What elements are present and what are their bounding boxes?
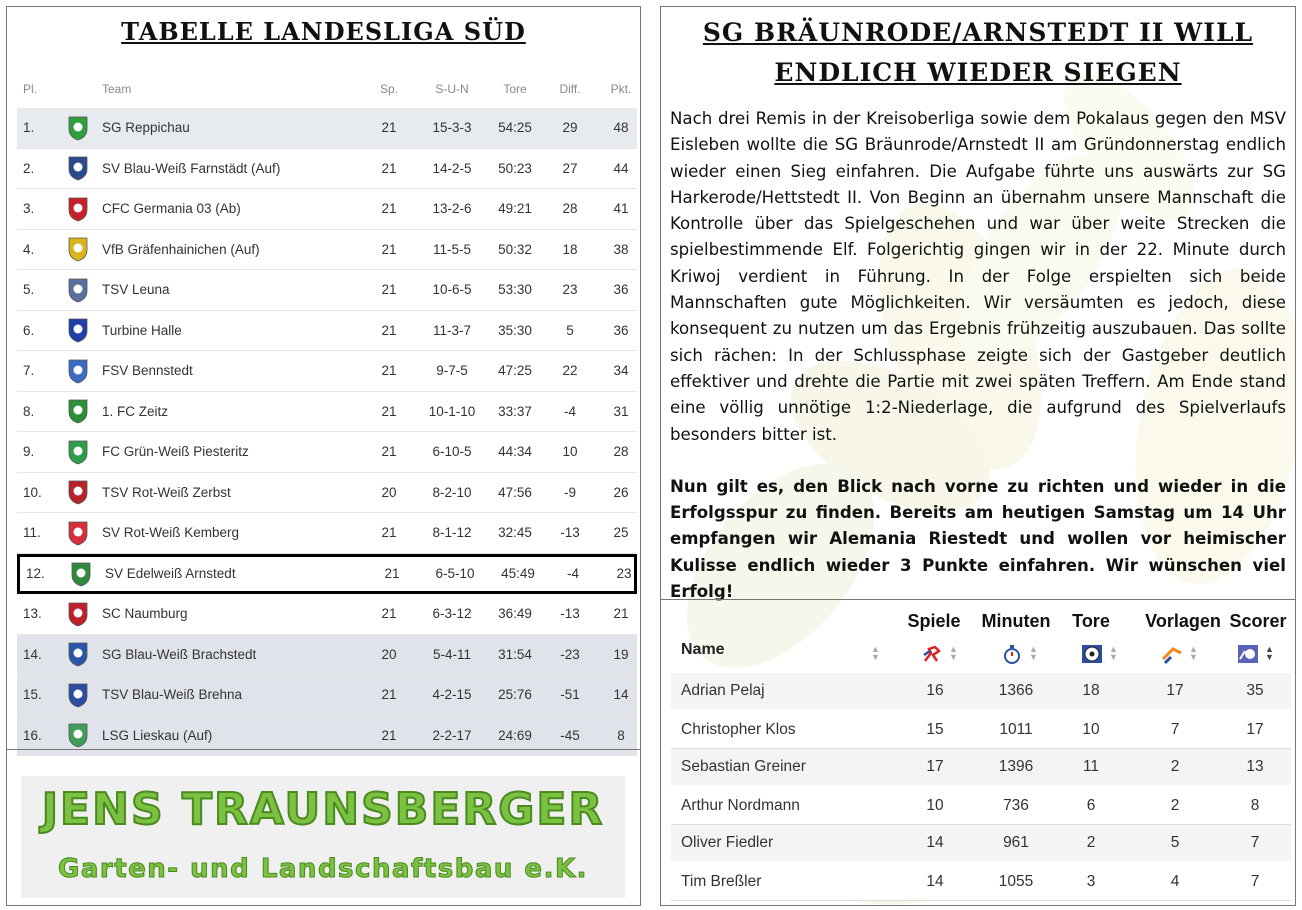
cell-team: SG Reppichau [102,120,190,136]
sort-scorer-icon[interactable]: ▲ ▼ [1265,644,1274,662]
cell-tore: 54:25 [498,120,532,136]
cell-pkt: 44 [613,160,629,176]
player-name: Sebastian Greiner [681,758,806,775]
table-row [17,513,637,554]
team-crest-icon [61,594,95,634]
cell-pl: 1. [23,120,35,136]
sponsor-logo [21,776,625,898]
cell-pl: 11. [23,525,41,541]
cell-team: FSV Bennstedt [102,363,193,379]
player-row [671,711,1291,749]
table-row [17,270,637,311]
cell-pl: 16. [23,727,42,743]
header-pkt: Pkt. [610,82,632,96]
cell-sun: 6-10-5 [432,444,472,460]
cell-team: SV Blau-Weiß Farnstädt (Auf) [102,160,281,176]
table-row [17,392,637,433]
cell-diff: -9 [563,484,576,500]
cell-sun: 9-7-5 [436,363,468,379]
cell-tore: 32:45 [498,525,532,541]
team-crest-icon [61,513,95,553]
cell-diff: -51 [560,687,580,703]
cell-sp: 21 [381,727,397,743]
cell-pl: 4. [23,241,35,257]
cell-sp: 21 [381,201,397,217]
cell-team: SC Naumburg [102,606,188,622]
cell-sun: 5-4-11 [432,646,472,662]
cell-pl: 8. [23,403,35,419]
cell-pl: 2. [23,160,35,176]
cell-sp: 21 [381,687,397,703]
cell-tore: 45:49 [501,566,535,582]
article-paragraph-1: Nach drei Remis in der Kreisoberliga sowie dem Pokalaus gegen den MSV Eisleben wollte die SG Bräunrode/Arnstedt II am Gründonnerstag endlich wieder einen Sieg einfahren. Die Aufgabe führte uns auswärts zur SG Harkerode/Hettstedt II. Von Beginn an übernahm unsere Mannschaft die Kontrolle über das Spielgeschehen und war über weite Strecken die spielbestimmende Elf. Folgerichtig gingen wir in der 22. Minute durch Kriwoj verdient in Führung. In der Folge erspielten sich beide Mannschaften gute Möglichkeiten. Wir versäumten es jedoch, diese konsequent zu nutzen um das Ergebnis frühzeitig auszubauen. Das sollte sich rächen: In der Schlussphase zeigte sich der Gastgeber deutlich effektiver und drehte die Partie mit zwei späten Treffern. Am Ende stand eine völlig unnötige 1:2-Niederlage, die aufgrund des Spielverlaufs besonders bitter ist. [670,109,1286,444]
header-scorer: Scorer [1229,611,1287,631]
cell-sun: 6-5-10 [435,566,475,582]
cell-sun: 8-2-10 [432,484,472,500]
player-name: Christopher Klos [681,720,796,738]
header-pl: Pl. [23,82,38,96]
cell-pkt: 26 [613,484,629,500]
league-table-header [17,77,637,101]
player-tore: 18 [1082,682,1100,699]
header-sun: S-U-N [435,82,469,96]
league-table-title: TABELLE LANDESLIGA SÜD [121,17,526,46]
team-crest-icon [64,557,98,592]
cell-sp: 21 [381,403,397,419]
cell-tore: 49:21 [498,201,532,217]
cell-pkt: 34 [613,363,629,379]
cell-tore: 44:34 [498,444,532,460]
player-vorlagen: 2 [1170,796,1180,814]
player-scorer: 8 [1250,796,1260,814]
cell-sun: 2-2-17 [432,727,472,743]
cell-sun: 4-2-15 [432,687,472,703]
cell-pl: 3. [23,201,35,217]
cell-sp: 21 [381,606,397,622]
team-crest-icon [61,432,95,472]
player-tore: 10 [1082,720,1100,738]
stopwatch-icon [1001,643,1023,665]
cell-sun: 10-1-10 [428,403,476,419]
team-crest-icon [61,351,95,391]
player-scorer: 13 [1246,758,1264,775]
cell-pl: 15. [23,687,42,703]
table-row [17,189,637,230]
cell-diff: 29 [562,120,578,136]
cell-tore: 47:25 [498,363,532,379]
player-name: Arthur Nordmann [681,796,800,814]
article-divider [661,599,1295,600]
cell-sun: 11-5-5 [432,241,472,257]
player-scorer: 7 [1250,834,1260,851]
cell-diff: 10 [562,444,578,460]
cell-tore: 47:56 [498,484,532,500]
player-tore: 6 [1086,796,1096,814]
cell-pl: 5. [23,282,35,298]
cell-pl: 6. [23,322,35,338]
assist-icon [1161,643,1183,665]
cell-sp: 21 [381,363,397,379]
cell-sp: 21 [381,282,397,298]
cell-sp: 21 [381,525,397,541]
player-name: Oliver Fiedler [681,834,774,851]
ball-goal-icon [1081,643,1103,665]
table-row-highlighted [17,554,637,595]
cell-team: TSV Leuna [102,282,170,298]
sort-tore-icon[interactable]: ▲ ▼ [1109,644,1118,662]
table-row [17,108,637,149]
cell-pkt: 14 [613,687,629,703]
team-crest-icon [61,230,95,270]
player-minuten: 1396 [998,758,1034,775]
header-minuten: Minuten [981,611,1051,631]
player-scorer: 7 [1250,872,1260,890]
cell-sun: 6-3-12 [432,606,472,622]
player-vorlagen: 5 [1170,834,1180,851]
player-tore: 11 [1082,758,1100,775]
table-row [17,230,637,271]
games-icon [921,643,943,665]
header-name[interactable]: Name [681,641,725,658]
player-stats-table [671,609,1291,901]
cell-tore: 50:23 [498,160,532,176]
team-crest-icon [61,311,95,351]
article-paragraph-2: Nun gilt es, den Blick nach vorne zu richten und wieder in die Erfolgsspur zu finden. Bereits am heutigen Samstag um 14 Uhr empfangen wir Alemania Riestedt und wollen vor heimischer Kulisse endlich wieder 3 Punkte einfahren. Wir wünschen viel Erfolg! [670,476,1286,602]
article-panel [660,6,1296,906]
cell-pl: 7. [23,363,35,379]
cell-pkt: 36 [613,322,629,338]
player-spiele: 17 [926,758,944,775]
player-row [671,673,1291,711]
cell-team: SG Blau-Weiß Brachstedt [102,646,257,662]
cell-sp: 20 [381,484,397,500]
player-stats-header [671,609,1291,673]
cell-tore: 53:30 [498,282,532,298]
header-spiele: Spiele [907,611,961,631]
player-minuten: 736 [1003,796,1029,814]
sort-minuten-icon[interactable]: ▲ ▼ [1029,644,1038,662]
player-vorlagen: 2 [1170,758,1180,775]
cell-tore: 33:37 [498,403,532,419]
player-minuten: 1366 [998,682,1034,699]
cell-sun: 13-2-6 [432,201,472,217]
player-minuten: 1055 [998,872,1034,890]
team-crest-icon [61,635,95,675]
player-spiele: 14 [926,834,944,851]
cell-diff: 18 [562,241,578,257]
player-minuten: 961 [1003,834,1029,851]
player-row [671,863,1291,901]
cell-tore: 35:30 [498,322,532,338]
player-minuten: 1011 [999,720,1033,738]
team-crest-icon [61,473,95,513]
cell-tore: 36:49 [498,606,532,622]
cell-tore: 50:32 [498,241,532,257]
header-vorlagen: Vorlagen [1145,611,1221,631]
cell-sp: 21 [381,160,397,176]
player-spiele: 16 [926,682,944,699]
scorer-icon [1237,643,1259,665]
table-row [17,635,637,676]
cell-tore: 25:76 [498,687,532,703]
cell-sp: 21 [384,566,400,582]
cell-pl: 10. [23,484,42,500]
cell-team: CFC Germania 03 (Ab) [102,201,241,217]
team-crest-icon [61,108,95,148]
player-vorlagen: 4 [1170,872,1180,890]
cell-diff: -4 [563,403,576,419]
cell-pl: 14. [23,646,42,662]
player-scorer: 17 [1246,720,1264,738]
cell-team: SV Edelweiß Arnstedt [105,566,236,582]
team-crest-icon [61,675,95,715]
cell-team: TSV Rot-Weiß Zerbst [102,484,231,500]
cell-diff: -4 [566,566,579,582]
cell-diff: -45 [560,727,580,743]
cell-pkt: 38 [613,241,629,257]
cell-sp: 20 [381,646,397,662]
cell-pkt: 48 [613,120,629,136]
cell-pkt: 8 [617,727,625,743]
player-tore: 2 [1086,834,1096,851]
team-crest-icon [61,189,95,229]
cell-pl: 12. [26,566,45,582]
cell-diff: 5 [566,322,574,338]
table-row [17,149,637,190]
cell-pl: 9. [23,444,35,460]
cell-sp: 21 [381,120,397,136]
cell-team: Turbine Halle [102,322,182,338]
cell-diff: 23 [562,282,578,298]
cell-sun: 8-1-12 [432,525,472,541]
player-name: Tim Breßler [681,872,762,890]
header-tore: Tore [503,82,527,96]
league-table-body [17,108,637,756]
cell-pkt: 25 [613,525,629,541]
cell-diff: 28 [562,201,578,217]
cell-sun: 14-2-5 [432,160,472,176]
table-row [17,675,637,716]
cell-pkt: 19 [613,646,629,662]
cell-pkt: 21 [613,606,629,622]
cell-diff: 27 [562,160,578,176]
player-row [671,825,1291,863]
player-spiele: 15 [926,720,944,738]
article-body [670,106,1286,605]
cell-team: FC Grün-Weiß Piesteritz [102,444,249,460]
team-crest-icon [61,149,95,189]
player-name: Adrian Pelaj [681,682,765,699]
cell-pl: 13. [23,606,42,622]
table-row [17,311,637,352]
cell-diff: 22 [562,363,578,379]
league-table-panel [6,6,641,906]
player-row [671,787,1291,825]
player-scorer: 35 [1246,682,1264,699]
header-sp: Sp. [379,82,398,96]
cell-team: SV Rot-Weiß Kemberg [102,525,240,541]
header-tore-stats: Tore [1072,611,1110,631]
sponsor-area [7,749,640,906]
sponsor-name: JENS TRAUNSBERGER [41,784,605,835]
player-vorlagen: 7 [1170,720,1180,738]
player-spiele: 14 [926,872,944,890]
player-row [671,749,1291,787]
cell-pkt: 31 [613,403,629,419]
cell-pkt: 36 [613,282,629,298]
cell-diff: -13 [560,606,580,622]
article-title: SG BRÄUNRODE/ARNSTEDT II WILL ENDLICH WIEDER SIEGEN [702,18,1254,87]
sort-spiele-icon[interactable]: ▲ ▼ [949,644,958,662]
header-team: Team [102,82,132,96]
cell-sun: 11-3-7 [432,322,472,338]
cell-team: VfB Gräfenhainichen (Auf) [102,241,260,257]
table-row [17,473,637,514]
header-diff: Diff. [559,82,581,96]
player-vorlagen: 17 [1166,682,1184,699]
team-crest-icon [61,392,95,432]
cell-pkt: 23 [616,566,632,582]
cell-team: 1. FC Zeitz [102,403,169,419]
cell-team: LSG Lieskau (Auf) [102,727,213,743]
cell-diff: -13 [560,525,580,541]
cell-diff: -23 [560,646,580,662]
cell-sun: 10-6-5 [432,282,472,298]
cell-pkt: 41 [613,201,629,217]
player-tore: 3 [1086,872,1096,890]
sponsor-subtitle: Garten- und Landschaftsbau e.K. [58,854,588,884]
table-row [17,351,637,392]
cell-sun: 15-3-3 [432,120,472,136]
table-row [17,594,637,635]
cell-tore: 31:54 [498,646,532,662]
cell-sp: 21 [381,241,397,257]
team-crest-icon [61,270,95,310]
cell-team: TSV Blau-Weiß Brehna [102,687,243,703]
player-spiele: 10 [926,796,944,814]
cell-sp: 21 [381,322,397,338]
table-row [17,432,637,473]
sort-vorlagen-icon[interactable]: ▲ ▼ [1189,644,1198,662]
sort-name-icon[interactable]: ▲ ▼ [871,644,880,662]
cell-pkt: 28 [613,444,629,460]
player-stats-rows [671,673,1291,901]
cell-sp: 21 [381,444,397,460]
cell-tore: 24:69 [498,727,532,743]
